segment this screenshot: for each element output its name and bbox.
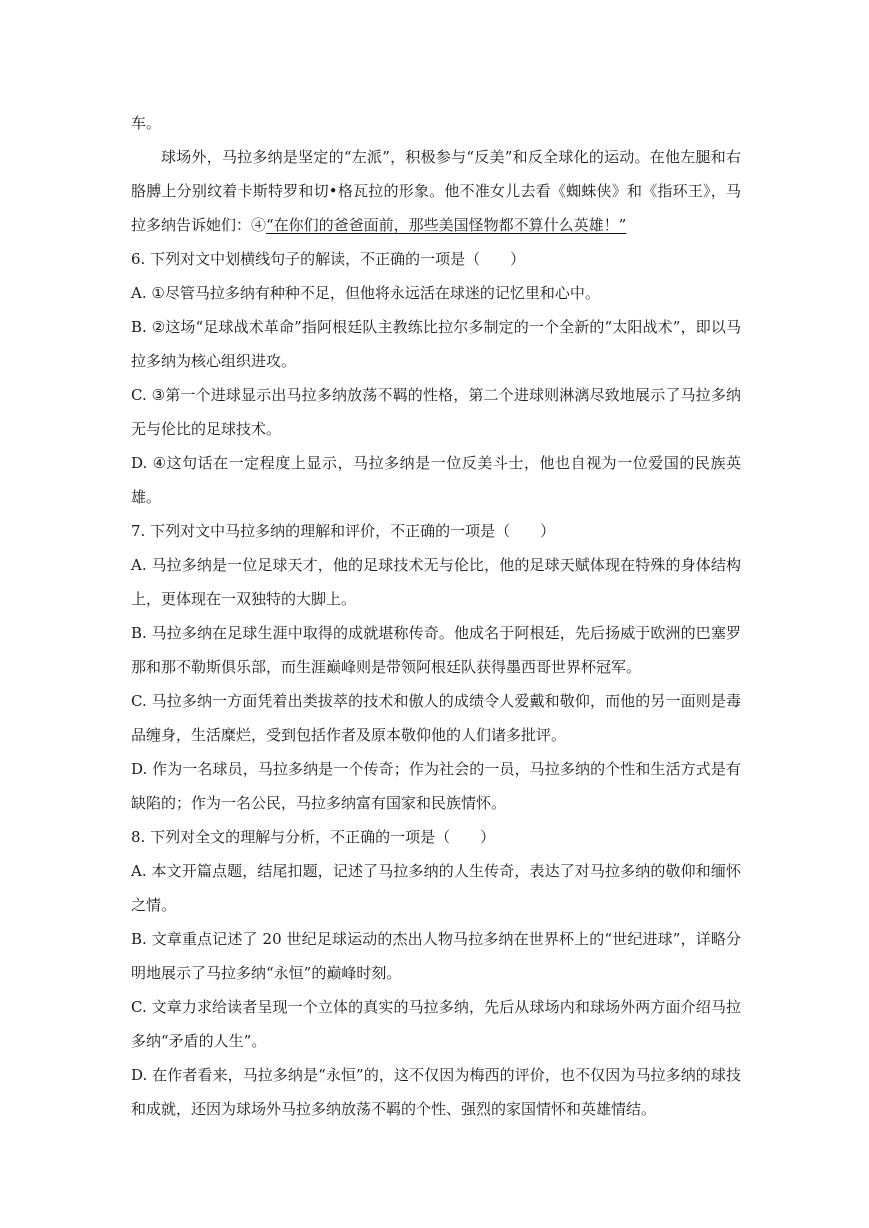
question-7-option-d: D. 作为一名球员，马拉多纳是一个传奇；作为社会的一员，马拉多纳的个性和生活方式是有缺陷的；作为一名公民，马拉多纳富有国家和民族情怀。 — [131, 760, 741, 812]
question-7-option-c: C. 马拉多纳一方面凭着出类拔萃的技术和傲人的成绩令人爱戴和敬仰，而他的另一面则是毒品缠身，生活糜烂，受到包括作者及原本敬仰他的人们诸多批评。 — [131, 692, 741, 744]
passage-text: 球场外，马拉多纳是坚定的“左派”，积极参与“反美”和反全球化的运动。在他左腿和右胳膊上分别纹着卡斯特罗和切•格瓦拉的形象。他不准女儿去看《蜘蛛侠》和《指环王》，马拉多纳告诉她们：④ — [131, 148, 741, 234]
question-7-stem: 7. 下列对文中马拉多纳的理解和评价，不正确的一项是（ ） — [131, 522, 556, 540]
question-7-option-b: B. 马拉多纳在足球生涯中取得的成就堪称传奇。他成名于阿根廷，先后扬威于欧洲的巴塞罗那和那不勒斯俱乐部，而生涯巅峰则是带领阿根廷队获得墨西哥世界杯冠军。 — [131, 624, 741, 676]
continued-line: 车。 — [131, 114, 162, 132]
question-8-option-c: C. 文章力求给读者呈现一个立体的真实的马拉多纳，先后从球场内和球场外两方面介绍马拉多纳“矛盾的人生”。 — [131, 998, 741, 1050]
question-6-stem: 6. 下列对文中划横线句子的解读，不正确的一项是（ ） — [131, 250, 526, 268]
question-6-option-a: A. ①尽管马拉多纳有种种不足，但他将永远活在球迷的记忆里和心中。 — [131, 284, 600, 302]
question-8-option-a: A. 本文开篇点题，结尾扣题，记述了马拉多纳的人生传奇，表达了对马拉多纳的敬仰和缅怀之情。 — [131, 862, 741, 914]
passage-paragraph — [131, 140, 741, 242]
document-body — [131, 106, 741, 1126]
question-6-option-d: D. ④这句话在一定程度上显示，马拉多纳是一位反美斗士，他也自视为一位爱国的民族英雄。 — [131, 454, 741, 506]
question-8-option-b: B. 文章重点记述了 20 世纪足球运动的杰出人物马拉多纳在世界杯上的“世纪进球”，详略分明地展示了马拉多纳“永恒”的巅峰时刻。 — [131, 930, 741, 982]
question-6-option-b: B. ②这场“足球战术革命”指阿根廷队主教练比拉尔多制定的一个全新的“太阳战术”，即以马拉多纳为核心组织进攻。 — [131, 318, 741, 370]
question-8-stem: 8. 下列对全文的理解与分析，不正确的一项是（ ） — [131, 828, 496, 846]
question-8-option-d: D. 在作者看来，马拉多纳是“永恒”的，这不仅因为梅西的评价，也不仅因为马拉多纳的球技和成就，还因为球场外马拉多纳放荡不羁的个性、强烈的家国情怀和英雄情结。 — [131, 1066, 741, 1118]
question-7-option-a: A. 马拉多纳是一位足球天才，他的足球技术无与伦比，他的足球天赋体现在特殊的身体结构上，更体现在一双独特的大脚上。 — [131, 556, 741, 608]
underlined-sentence-4: “在你们的爸爸面前，那些美国怪物都不算什么英雄！” — [266, 216, 627, 234]
question-6-option-c: C. ③第一个进球显示出马拉多纳放荡不羁的性格，第二个进球则淋漓尽致地展示了马拉多纳无与伦比的足球技术。 — [131, 386, 741, 438]
